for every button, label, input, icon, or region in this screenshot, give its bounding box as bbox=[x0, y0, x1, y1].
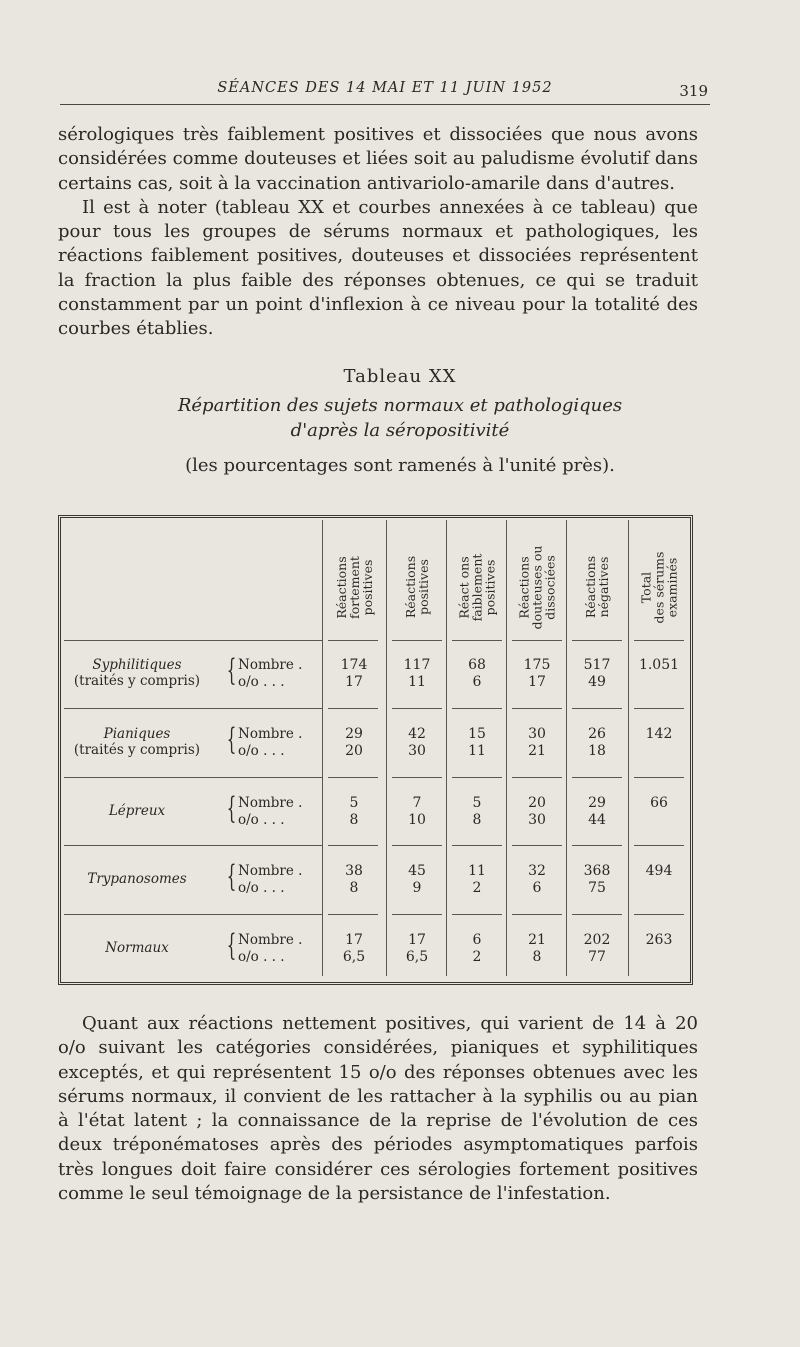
count-cell: 30 bbox=[528, 726, 546, 742]
group-label: Trypanosomes bbox=[87, 871, 187, 887]
brace: { bbox=[226, 653, 237, 688]
column-header-label: Réactions fortement positives bbox=[333, 555, 375, 619]
percent-cell: 30 bbox=[528, 812, 546, 828]
column-rule bbox=[386, 520, 387, 976]
row-rule-left bbox=[64, 777, 322, 778]
count-cell: 17 bbox=[408, 932, 426, 948]
group-name bbox=[62, 871, 212, 887]
count-cell: 202 bbox=[583, 932, 611, 948]
column-header-label: Réactions douteuses ou dissociées bbox=[516, 545, 558, 629]
row-rule bbox=[328, 845, 378, 846]
brace: { bbox=[226, 859, 237, 894]
row-rule-left bbox=[64, 845, 322, 846]
column-header bbox=[568, 532, 626, 642]
group-label: Syphilitiques bbox=[92, 657, 182, 673]
row-rule bbox=[328, 708, 378, 709]
percent-cell: 17 bbox=[345, 674, 363, 690]
column-header bbox=[388, 532, 446, 642]
row-rule bbox=[572, 708, 622, 709]
row-rule bbox=[634, 708, 684, 709]
group-label: Pianiques bbox=[103, 726, 171, 742]
column-header bbox=[325, 532, 383, 642]
column-header-label: Total des sérums examinés bbox=[638, 551, 680, 623]
page-header bbox=[60, 78, 710, 105]
count-cell: 20 bbox=[528, 795, 546, 811]
group-name bbox=[62, 726, 212, 758]
count-cell: 5 bbox=[472, 795, 482, 811]
count-cell: 5 bbox=[349, 795, 359, 811]
row-rule bbox=[512, 845, 562, 846]
column-header-label: Réactions négatives bbox=[583, 555, 611, 619]
row-label-percent: o/o . . . bbox=[238, 674, 285, 690]
intro-text bbox=[58, 123, 698, 342]
row-label-count: Nombre . bbox=[238, 795, 303, 811]
percent-cell: 8 bbox=[472, 812, 482, 828]
column-rule bbox=[446, 520, 447, 976]
table-title: Tableau XX bbox=[343, 366, 457, 387]
row-label-count: Nombre . bbox=[238, 932, 303, 948]
percent-cell: 49 bbox=[588, 674, 606, 690]
row-rule bbox=[572, 845, 622, 846]
column-header bbox=[508, 532, 566, 642]
running-title: SÉANCES DES 14 MAI ET 11 JUIN 1952 bbox=[217, 80, 553, 96]
percent-cell: 77 bbox=[588, 949, 606, 965]
count-cell: 517 bbox=[583, 657, 611, 673]
row-label-percent: o/o . . . bbox=[238, 949, 285, 965]
group-qualifier: (traités y compris) bbox=[73, 742, 201, 758]
row-rule bbox=[392, 914, 442, 915]
percent-cell: 21 bbox=[528, 743, 546, 759]
percent-cell: 17 bbox=[528, 674, 546, 690]
row-rule-left bbox=[64, 914, 322, 915]
paragraph: sérologiques très faiblement positives et dissociées que nous avons considérées comme douteuses et liées soit au paludisme évolutif dans certains cas, soit à la vaccination antivariolo-amarile dans d'autres. bbox=[58, 124, 698, 194]
percent-cell: 2 bbox=[472, 949, 482, 965]
closing-paragraph: Quant aux réactions nettement positives, qui varient de 14 à 20 o/o suivant les catégories considérées, pianiques et syphilitiques exceptés, et qui représentent 15 o/o des réponses obtenues avec les sérums normaux, il convient de les rattacher à la syphilis ou au pian à l'état latent ; la connaissance de la reprise de l'évolution de ces deux tréponématoses après des périodes asymptomatiques parfois très longues doit faire considérer ces sérologies fortement positives comme le seul témoignage de la persistance de l'infestation. bbox=[58, 1013, 698, 1205]
row-rule bbox=[452, 845, 502, 846]
row-rule bbox=[392, 777, 442, 778]
count-cell: 6 bbox=[472, 932, 482, 948]
row-rule bbox=[452, 914, 502, 915]
row-rule bbox=[512, 708, 562, 709]
percent-cell: 8 bbox=[349, 812, 359, 828]
group-label: Lépreux bbox=[108, 803, 166, 819]
column-rule bbox=[628, 520, 629, 976]
count-cell: 174 bbox=[340, 657, 368, 673]
percent-cell: 30 bbox=[408, 743, 426, 759]
percent-cell: 6,5 bbox=[405, 949, 429, 965]
column-header-label: Réactions positives bbox=[403, 555, 431, 619]
column-header bbox=[630, 532, 688, 642]
percent-cell: 8 bbox=[349, 880, 359, 896]
count-cell: 29 bbox=[345, 726, 363, 742]
percent-cell: 18 bbox=[588, 743, 606, 759]
row-rule bbox=[634, 914, 684, 915]
group-name bbox=[62, 803, 212, 819]
row-rule bbox=[328, 777, 378, 778]
row-rule-left bbox=[64, 640, 322, 641]
percent-cell: 8 bbox=[532, 949, 542, 965]
table-subtitle: Répartition des sujets normaux et pathologiques bbox=[177, 395, 623, 416]
row-rule bbox=[452, 708, 502, 709]
percent-cell: 20 bbox=[345, 743, 363, 759]
percent-cell: 6 bbox=[472, 674, 482, 690]
count-cell: 7 bbox=[412, 795, 422, 811]
count-cell: 11 bbox=[468, 863, 486, 879]
column-header-label: Réact ons faiblement positives bbox=[456, 553, 498, 621]
total-cell: 66 bbox=[650, 795, 668, 811]
percent-cell: 11 bbox=[408, 674, 426, 690]
percent-cell: 44 bbox=[588, 812, 606, 828]
count-cell: 26 bbox=[588, 726, 606, 742]
brace: { bbox=[226, 791, 237, 826]
row-rule bbox=[572, 914, 622, 915]
row-rule bbox=[572, 777, 622, 778]
count-cell: 29 bbox=[588, 795, 606, 811]
percent-cell: 75 bbox=[588, 880, 606, 896]
percent-cell: 9 bbox=[412, 880, 422, 896]
row-rule bbox=[328, 914, 378, 915]
table-subtitle: d'après la séropositivité bbox=[290, 420, 510, 441]
brace: { bbox=[226, 722, 237, 757]
row-label-count: Nombre . bbox=[238, 863, 303, 879]
percent-cell: 6,5 bbox=[342, 949, 366, 965]
row-rule bbox=[452, 777, 502, 778]
row-rule bbox=[512, 914, 562, 915]
row-rule bbox=[392, 845, 442, 846]
row-rule bbox=[634, 845, 684, 846]
total-cell: 494 bbox=[645, 863, 673, 879]
page-number: 319 bbox=[679, 82, 708, 100]
column-rule bbox=[566, 520, 567, 976]
count-cell: 32 bbox=[528, 863, 546, 879]
count-cell: 17 bbox=[345, 932, 363, 948]
count-cell: 45 bbox=[408, 863, 426, 879]
percent-cell: 6 bbox=[532, 880, 542, 896]
row-label-count: Nombre . bbox=[238, 726, 303, 742]
row-label-count: Nombre . bbox=[238, 657, 303, 673]
group-label: Normaux bbox=[105, 940, 169, 956]
row-label-percent: o/o . . . bbox=[238, 812, 285, 828]
count-cell: 68 bbox=[468, 657, 486, 673]
total-cell: 1.051 bbox=[638, 657, 680, 673]
group-qualifier: (traités y compris) bbox=[73, 673, 201, 689]
row-rule-left bbox=[64, 708, 322, 709]
count-cell: 42 bbox=[408, 726, 426, 742]
paragraph: Il est à noter (tableau XX et courbes annexées à ce tableau) que pour tous les groupes de sérums normaux et pathologiques, les réactions faiblement positives, douteuses et dissociées représentent la fraction la plus faible des réponses obtenues, ce qui se traduit constamment par un point d'inflexion à ce niveau pour la totalité des courbes établies. bbox=[58, 196, 698, 340]
total-cell: 263 bbox=[645, 932, 673, 948]
row-rule bbox=[392, 708, 442, 709]
count-cell: 175 bbox=[523, 657, 551, 673]
count-cell: 117 bbox=[403, 657, 431, 673]
count-cell: 38 bbox=[345, 863, 363, 879]
row-rule bbox=[512, 777, 562, 778]
column-rule bbox=[506, 520, 507, 976]
percent-cell: 2 bbox=[472, 880, 482, 896]
total-cell: 142 bbox=[645, 726, 673, 742]
row-label-percent: o/o . . . bbox=[238, 743, 285, 759]
percent-cell: 10 bbox=[408, 812, 426, 828]
brace: { bbox=[226, 928, 237, 963]
count-cell: 15 bbox=[468, 726, 486, 742]
count-cell: 368 bbox=[583, 863, 611, 879]
percent-cell: 11 bbox=[468, 743, 486, 759]
group-name bbox=[62, 940, 212, 956]
count-cell: 21 bbox=[528, 932, 546, 948]
row-rule bbox=[634, 777, 684, 778]
column-rule bbox=[322, 520, 323, 976]
row-label-percent: o/o . . . bbox=[238, 880, 285, 896]
table-note: (les pourcentages sont ramenés à l'unité près). bbox=[185, 455, 615, 476]
group-name bbox=[62, 657, 212, 689]
column-header bbox=[448, 532, 506, 642]
